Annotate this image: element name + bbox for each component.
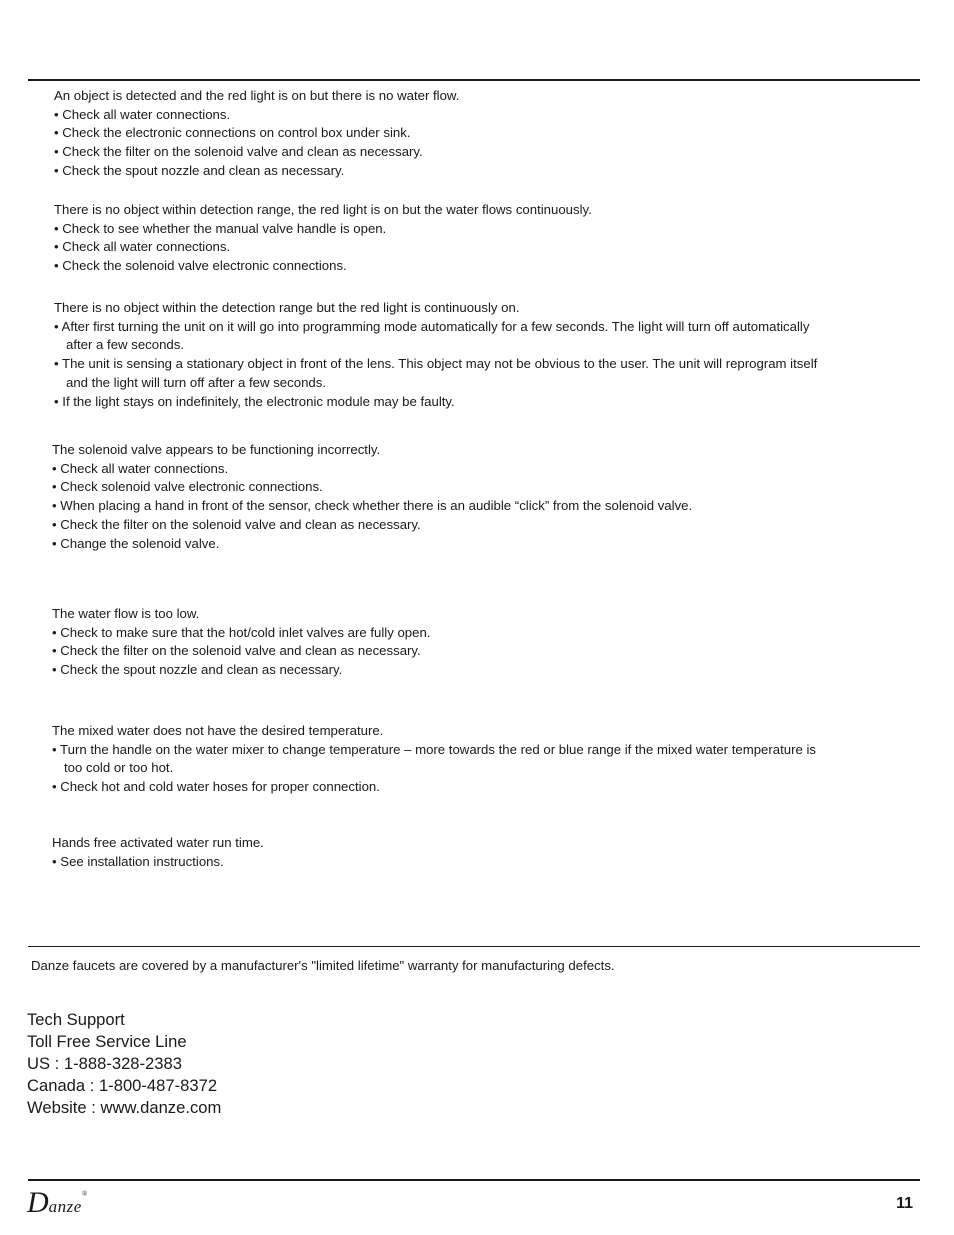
troubleshooting-section xyxy=(52,441,852,553)
support-service-line: Toll Free Service Line xyxy=(27,1032,187,1051)
tech-support-block xyxy=(27,1009,221,1119)
problem-text: Hands free activated water run time. xyxy=(52,835,264,850)
page-number: 11 xyxy=(896,1195,913,1212)
troubleshooting-section xyxy=(54,87,854,181)
solution-item: • Check the spout nozzle and clean as necessary. xyxy=(52,662,343,678)
solution-item: • Check the filter on the solenoid valve and clean as necessary. xyxy=(52,516,421,532)
solution-item: • Change the solenoid valve. xyxy=(52,535,220,551)
support-phone-canada: Canada : 1-800-487-8372 xyxy=(27,1076,218,1095)
solution-item: • Check all water connections. xyxy=(54,106,231,122)
problem-text: The water flow is too low. xyxy=(52,606,200,621)
solution-item: • Turn the handle on the water mixer to change temperature – more towards the red or blue range if the mixed water temperature is xyxy=(52,741,817,757)
solution-item: • The unit is sensing a stationary object in front of the lens. This object may not be obvious to the user. The unit will reprogram itself xyxy=(54,356,818,372)
logo-registered-mark: ® xyxy=(81,1190,88,1198)
logo-initial: D xyxy=(27,1186,49,1219)
troubleshooting-section xyxy=(52,605,852,680)
troubleshooting-section xyxy=(54,299,854,411)
troubleshooting-section xyxy=(52,722,852,797)
solution-item: • Check solenoid valve electronic connections. xyxy=(52,479,323,495)
solution-item-continuation: after a few seconds. xyxy=(66,337,185,353)
solution-item: • When placing a hand in front of the sensor, check whether there is an audible “click” from the solenoid valve. xyxy=(52,498,693,514)
solution-item: • Check all water connections. xyxy=(54,239,231,255)
support-phone-us: US : 1-888-328-2383 xyxy=(27,1054,182,1073)
problem-text: The solenoid valve appears to be functioning incorrectly. xyxy=(52,442,381,457)
problem-text: There is no object within detection range, the red light is on but the water flows continuously. xyxy=(54,202,592,217)
problem-text: There is no object within the detection range but the red light is continuously on. xyxy=(54,300,520,315)
solution-item: • If the light stays on indefinitely, the electronic module may be faulty. xyxy=(54,393,455,409)
problem-text: An object is detected and the red light is on but there is no water flow. xyxy=(54,88,460,103)
solution-item: • After first turning the unit on it will go into programming mode automatically for a few seconds. The light will turn off automatically xyxy=(54,318,810,334)
solution-item: • Check the filter on the solenoid valve and clean as necessary. xyxy=(54,144,423,160)
solution-item: • Check all water connections. xyxy=(52,460,229,476)
warranty-text: Danze faucets are covered by a manufacturer's "limited lifetime" warranty for manufacturing defects. xyxy=(31,958,615,973)
logo-rest: anze xyxy=(48,1197,82,1216)
solution-item: • Check to make sure that the hot/cold inlet valves are fully open. xyxy=(52,624,431,640)
troubleshooting-section xyxy=(52,834,852,871)
danze-logo xyxy=(27,1186,87,1220)
footer-divider xyxy=(28,1179,920,1181)
troubleshooting-section xyxy=(54,201,854,276)
top-divider xyxy=(28,79,920,81)
solution-item: • Check to see whether the manual valve handle is open. xyxy=(54,220,387,236)
support-website: Website : www.danze.com xyxy=(27,1098,222,1117)
solution-item-continuation: and the light will turn off after a few seconds. xyxy=(66,374,326,390)
solution-item: • Check the solenoid valve electronic connections. xyxy=(54,258,347,274)
warranty-divider xyxy=(28,946,920,947)
solution-item: • Check hot and cold water hoses for proper connection. xyxy=(52,779,380,795)
solution-item: • Check the spout nozzle and clean as necessary. xyxy=(54,162,345,178)
support-title: Tech Support xyxy=(27,1010,125,1029)
problem-text: The mixed water does not have the desired temperature. xyxy=(52,723,384,738)
solution-item: • Check the electronic connections on control box under sink. xyxy=(54,125,411,141)
solution-item-continuation: too cold or too hot. xyxy=(64,760,174,776)
solution-item: • Check the filter on the solenoid valve and clean as necessary. xyxy=(52,643,421,659)
solution-item: • See installation instructions. xyxy=(52,853,224,869)
